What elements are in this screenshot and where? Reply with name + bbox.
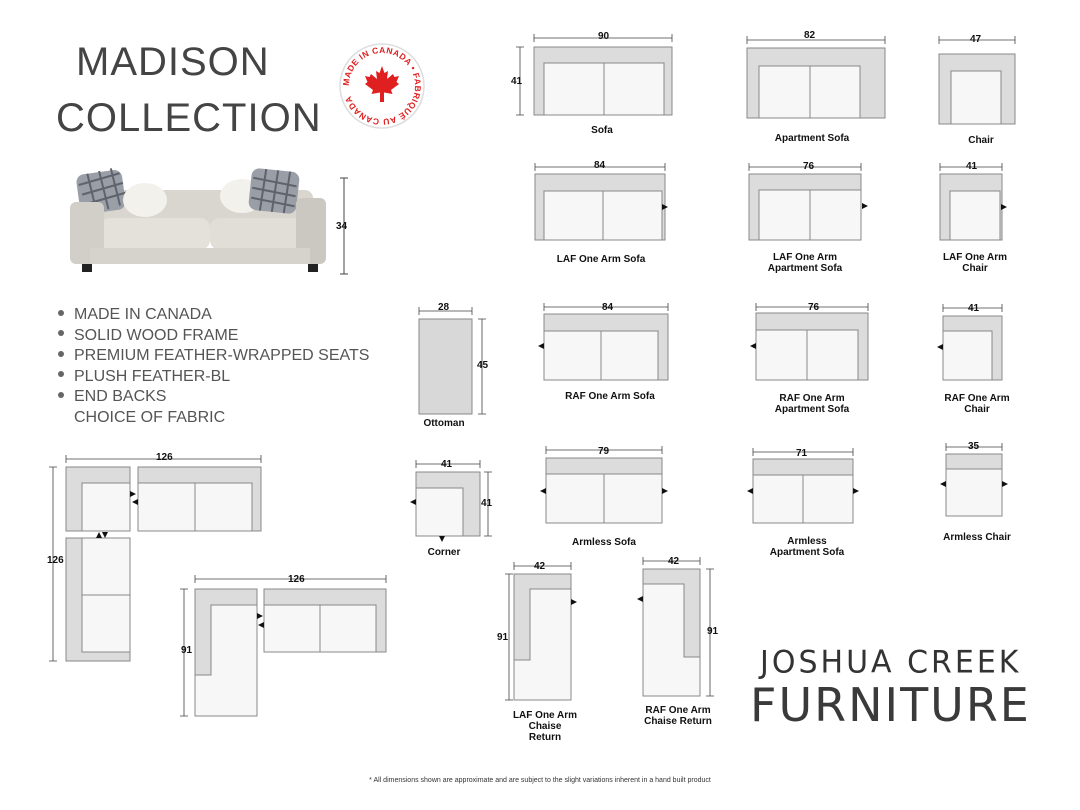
armless-chair-width-dim: 35 (968, 441, 980, 452)
ottoman-label: Ottoman (423, 418, 465, 429)
armless-sofa-drawing (546, 458, 662, 523)
armless-apt-sofa-label: Armless Apartment Sofa (769, 536, 845, 558)
laf-chaise-depth-dim: 91 (497, 632, 509, 643)
apartment-sofa-label: Apartment Sofa (774, 133, 850, 144)
armless-chair-drawing (946, 454, 1002, 516)
chaise-sectional-width-dim: 126 (288, 574, 305, 585)
feature-item: MADE IN CANADA (58, 305, 369, 326)
brand-name-line-1: JOSHUA CREEK (760, 644, 1022, 681)
feature-item: PLUSH FEATHER-BL (58, 367, 369, 388)
raf-chair-drawing (943, 316, 1002, 380)
sofa-height-dim: 34 (336, 221, 348, 232)
sofa-drawing (534, 47, 672, 115)
ottoman-width-dim: 28 (438, 302, 450, 313)
laf-chair-label: LAF One Arm Chair (942, 252, 1008, 274)
laf-chaise-label: LAF One Arm Chaise Return (512, 710, 578, 743)
raf-sofa-width-dim: 84 (602, 302, 614, 313)
raf-chaise-width-dim: 42 (668, 556, 680, 567)
feature-item: END BACKS (58, 387, 369, 408)
chaise-sectional-depth-dim: 91 (181, 645, 193, 656)
laf-apt-sofa-label: LAF One Arm Apartment Sofa (767, 252, 843, 274)
laf-chaise-width-dim: 42 (534, 561, 546, 572)
laf-sofa-width-dim: 84 (594, 160, 606, 171)
svg-text:MADE IN CANADA • FABRIQUÉ AU C: MADE IN CANADA • FABRIQUÉ AU CANADA (340, 44, 424, 128)
corner-depth-dim: 41 (481, 498, 493, 509)
raf-sofa-label: RAF One Arm Sofa (565, 391, 655, 402)
sofa-label: Sofa (591, 125, 613, 136)
chaise-sectional-drawing (195, 589, 386, 716)
raf-chaise-label: RAF One Arm Chaise Return (644, 705, 712, 727)
armless-sofa-label: Armless Sofa (572, 537, 636, 548)
raf-chair-label: RAF One Arm Chair (944, 393, 1010, 415)
armless-apartment-sofa-drawing (753, 459, 853, 523)
raf-one-arm-sofa-drawing (544, 314, 668, 380)
armless-sofa-width-dim: 79 (598, 446, 610, 457)
corner-label: Corner (427, 547, 461, 558)
title-line-2: COLLECTION (56, 96, 322, 140)
armless-apt-sofa-width-dim: 71 (796, 448, 808, 459)
feature-item: CHOICE OF FABRIC (74, 408, 226, 426)
raf-chair-width-dim: 41 (968, 303, 980, 314)
ottoman-depth-dim: 45 (477, 360, 489, 371)
corner-sectional-depth-dim: 126 (47, 555, 64, 566)
connection-arrows (96, 203, 1008, 628)
chair-drawing (939, 54, 1015, 124)
apartment-sofa-width-dim: 82 (804, 30, 816, 41)
sofa-depth-dim: 41 (511, 76, 523, 87)
brand-name-line-2: FURNITURE (750, 678, 1031, 732)
sofa-width-dim: 90 (598, 31, 610, 42)
feature-item: SOLID WOOD FRAME (58, 326, 369, 347)
chair-width-dim: 47 (970, 34, 982, 45)
raf-apt-sofa-label: RAF One Arm Apartment Sofa (774, 393, 850, 415)
corner-sectional-width-dim: 126 (156, 452, 173, 463)
raf-chaise-return-drawing (643, 569, 700, 696)
disclaimer-footer: * All dimensions shown are approximate and are subject to the slight variations inherent in a hand built product (369, 777, 711, 784)
corner-drawing (416, 472, 480, 536)
raf-apt-sofa-width-dim: 76 (808, 302, 820, 313)
laf-chair-width-dim: 41 (966, 161, 978, 172)
corner-width-dim: 41 (441, 459, 453, 470)
ottoman-drawing (419, 319, 472, 414)
armless-chair-label: Armless Chair (943, 532, 1011, 543)
laf-apartment-sofa-drawing (749, 174, 861, 240)
apartment-sofa-drawing (747, 48, 885, 118)
feature-item: PREMIUM FEATHER-WRAPPED SEATS (58, 346, 369, 367)
laf-apt-sofa-width-dim: 76 (803, 161, 815, 172)
laf-chaise-return-drawing (514, 574, 571, 700)
chair-label: Chair (968, 135, 994, 146)
raf-apartment-sofa-drawing (756, 313, 868, 380)
laf-chair-drawing (940, 174, 1002, 240)
raf-chaise-depth-dim: 91 (707, 626, 719, 637)
laf-one-arm-sofa-drawing (535, 174, 665, 240)
title-line-1: MADISON (76, 40, 270, 84)
laf-sofa-label: LAF One Arm Sofa (556, 254, 646, 265)
